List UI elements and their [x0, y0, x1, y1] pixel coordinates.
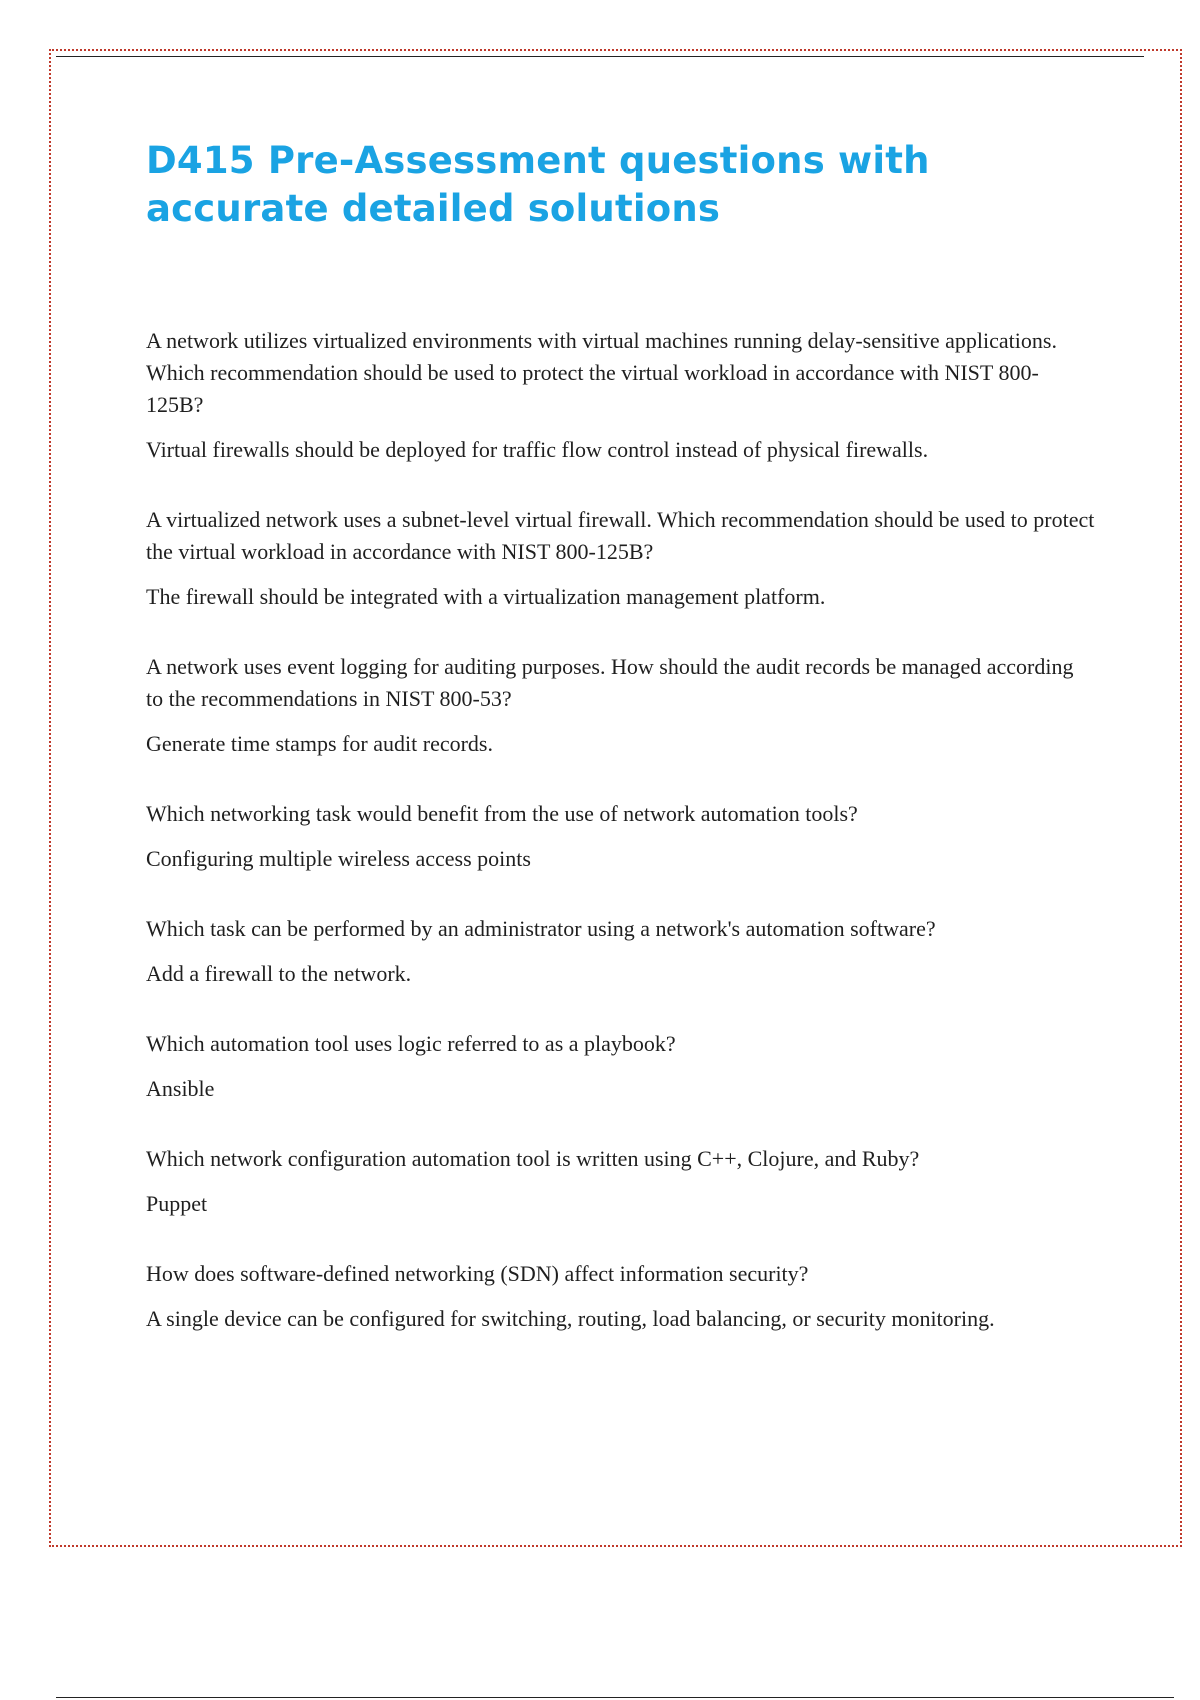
answer-text: Generate time stamps for audit records. [146, 731, 493, 756]
question-text: Which networking task would benefit from the use of network automation tools? [146, 801, 858, 826]
answer-text: Ansible [146, 1076, 215, 1101]
question-text: Which network configuration automation tool is written using C++, Clojure, and Ruby? [146, 1146, 920, 1171]
document-title: D415 Pre-Assessment questions with accurate detailed solutions [146, 139, 930, 230]
question-text: Which automation tool uses logic referred to as a playbook? [146, 1031, 676, 1056]
answer-text: Virtual firewalls should be deployed for traffic flow control instead of physical firewalls. [146, 437, 929, 462]
qa-item [146, 1028, 1096, 1105]
top-divider [56, 56, 1144, 57]
qa-item [146, 504, 1096, 613]
qa-item [146, 913, 1096, 990]
answer-text: Configuring multiple wireless access points [146, 846, 531, 871]
bottom-divider [56, 1697, 1174, 1698]
answer-text: Add a firewall to the network. [146, 961, 412, 986]
qa-item [146, 651, 1096, 760]
qa-item [146, 325, 1096, 466]
answer-text: A single device can be configured for switching, routing, load balancing, or security monitoring. [146, 1306, 995, 1331]
question-text: A network uses event logging for auditing purposes. How should the audit records be managed according to the recommendations in NIST 800-53? [146, 654, 1074, 711]
answer-text: The firewall should be integrated with a virtualization management platform. [146, 584, 826, 609]
document-body [146, 137, 1096, 1373]
question-text: Which task can be performed by an administrator using a network's automation software? [146, 916, 936, 941]
question-text: A virtualized network uses a subnet-level virtual firewall. Which recommendation should be used to protect the virtual workload in accordance with NIST 800-125B? [146, 507, 1095, 564]
qa-item [146, 1143, 1096, 1220]
qa-item [146, 798, 1096, 875]
answer-text: Puppet [146, 1191, 208, 1216]
question-text: How does software-defined networking (SDN) affect information security? [146, 1261, 809, 1286]
question-text: A network utilizes virtualized environments with virtual machines running delay-sensitive applications. Which recommendation should be used to protect the virtual workload in accordance with NIST 800-125B? [146, 328, 1057, 417]
qa-item [146, 1258, 1096, 1335]
